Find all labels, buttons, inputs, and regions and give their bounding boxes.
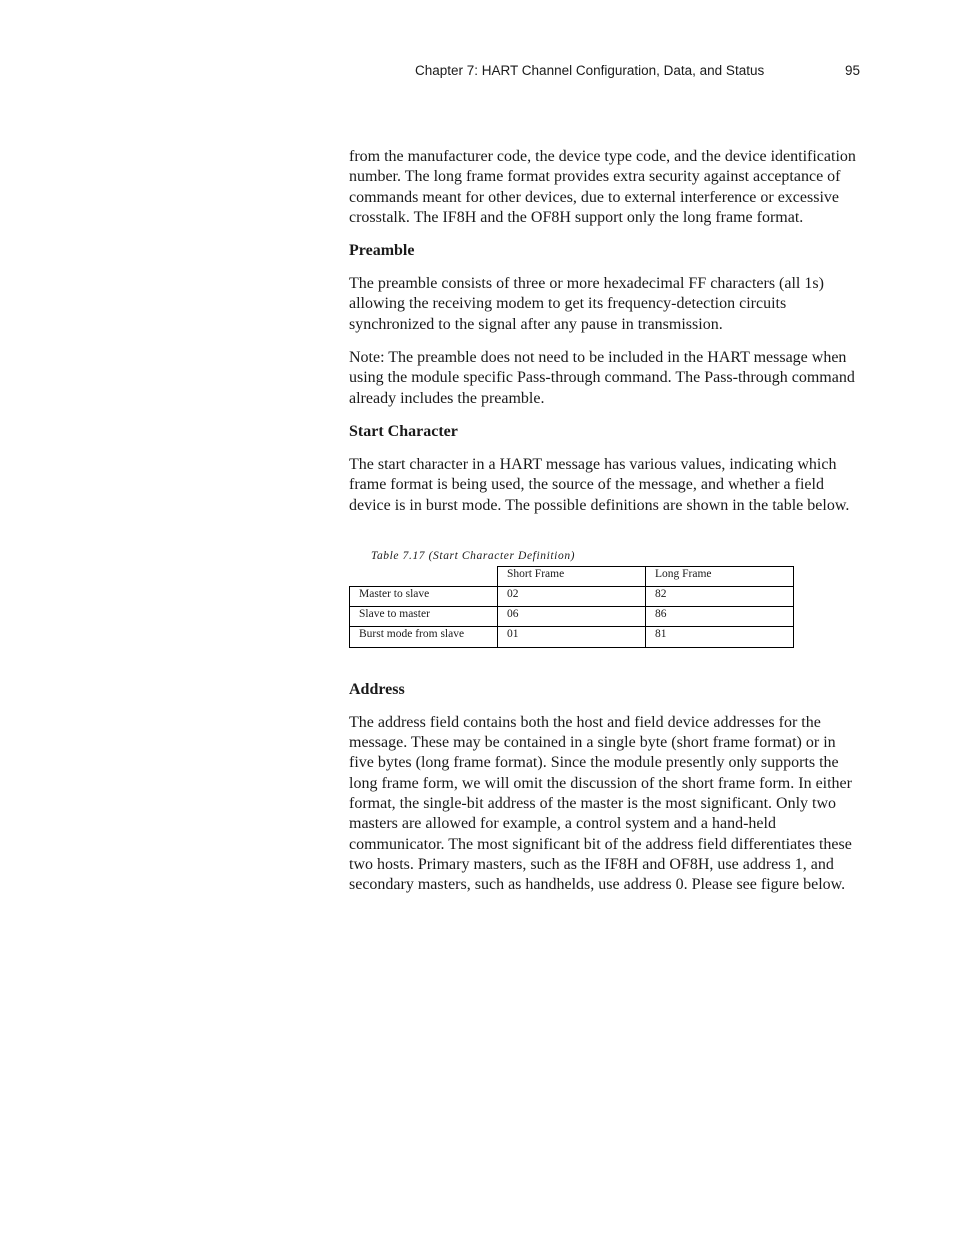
table-cell: 01 [498,626,646,647]
table-header-row [350,566,794,586]
table-header-cell: Long Frame [646,566,794,586]
table-row [350,586,794,606]
table-header-cell [350,566,498,586]
table-header-cell: Short Frame [498,566,646,586]
table-cell: Burst mode from slave [350,626,498,647]
page-number: 95 [845,63,861,78]
note-paragraph: Note: The preamble does not need to be included in the HART message when using the module specific Pass-through command. The Pass-through command already includes the preamble. [349,349,855,407]
preamble-heading: Preamble [349,242,415,260]
table-cell: 02 [498,586,646,606]
intro-paragraph: from the manufacturer code, the device type code, and the device identification number. The long frame format provides extra security against acceptance of commands meant for other devices, due to external interference or excessive crosstalk. The IF8H and the OF8H support only the long frame format. [349,148,856,226]
table-caption: Table 7.17 (Start Character Definition) [371,549,576,562]
table-cell: Master to slave [350,586,498,606]
start-character-table [349,566,794,648]
table-cell: 82 [646,586,794,606]
table-cell: 86 [646,606,794,626]
table-cell: 06 [498,606,646,626]
table-row [350,606,794,626]
page-header [0,63,954,83]
table-row [350,626,794,647]
table-cell: 81 [646,626,794,647]
running-header-chapter: Chapter 7: HART Channel Configuration, Data, and Status [415,63,765,78]
preamble-paragraph: The preamble consists of three or more hexadecimal FF characters (all 1s) allowing the receiving modem to get its frequency-detection circuits synchronized to the signal after any pause in transmission. [349,275,824,333]
start-character-paragraph: The start character in a HART message has various values, indicating which frame format is being used, the source of the message, and whether a field device is in burst mode. The possible definitions are shown in the table below. [349,455,850,514]
table-cell: Slave to master [350,606,498,626]
address-heading: Address [349,680,405,698]
start-character-heading: Start Character [349,422,458,440]
address-paragraph: The address field contains both the host and field device addresses for the message. These may be contained in a single byte (short frame format) or in five bytes (long frame format). Since the module presently only supports the long frame form, we will omit the discussion of the short frame form. In either format, the single-bit address of the master is the most significant. Only two masters are allowed for example, a control system and a hand-held communicator. The most significant bit of the address field differentiates these two hosts. Primary masters, such as the IF8H and OF8H, use address 1, and secondary masters, such as handhelds, use address 0. Please see figure below. [349,713,852,894]
page-body [349,147,863,896]
